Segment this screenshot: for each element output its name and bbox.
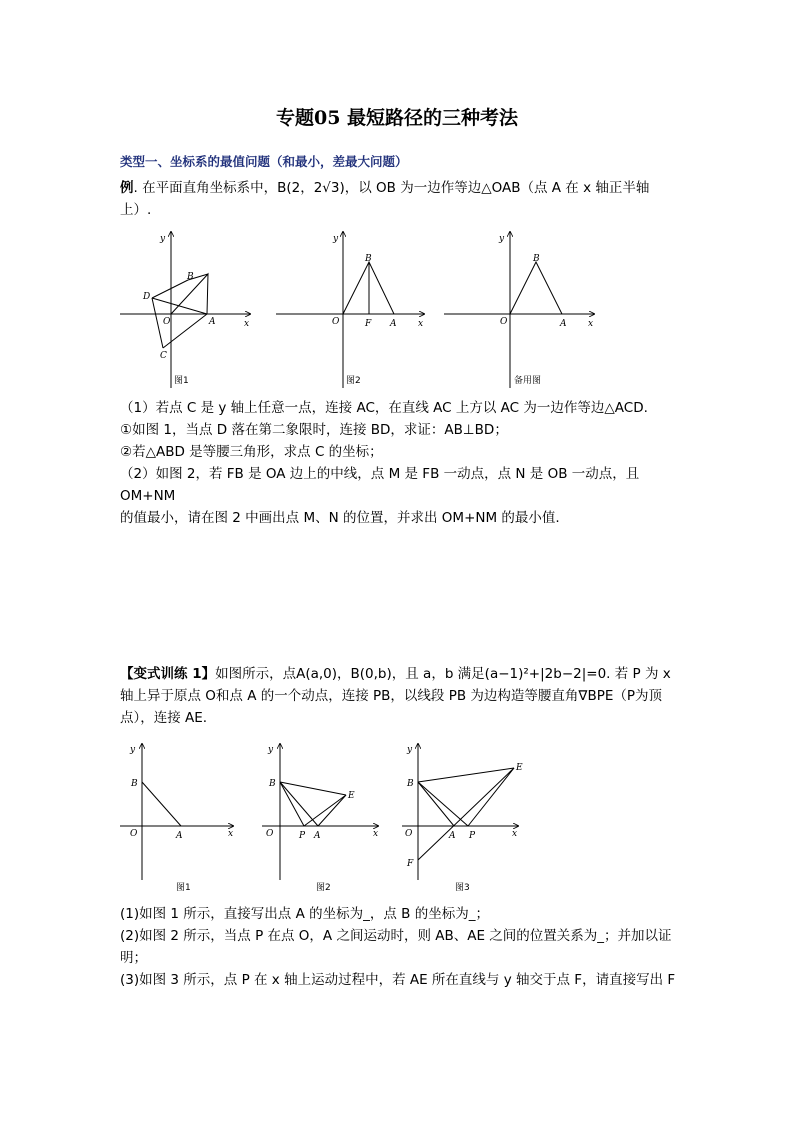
caption-spare: 备用图 — [514, 376, 542, 386]
variant-figure-1 — [120, 744, 233, 880]
v2-label-E: E — [348, 791, 355, 801]
variant-label: 【变式训练 1】 — [120, 666, 216, 682]
f2-label-y: y — [333, 234, 339, 244]
v3-label-x: x — [512, 829, 518, 839]
f1-label-O: O — [163, 317, 171, 327]
v3-label-O: O — [405, 829, 413, 839]
variant-question-3: (3)如图 3 所示，点 P 在 x 轴上运动过程中，若 AE 所在直线与 y 轴交于点 F，请直接写出 F — [120, 972, 676, 988]
v3-label-y: y — [407, 745, 413, 755]
v3-label-F: F — [407, 859, 414, 869]
question-1-2: ②若△ABD 是等腰三角形，求点 C 的坐标； — [120, 444, 383, 460]
f2-label-A: A — [390, 319, 397, 329]
questions-block-1 — [120, 397, 690, 529]
f3-label-B: B — [533, 254, 540, 264]
v1-label-A: A — [176, 831, 183, 841]
v3-label-B: B — [407, 779, 414, 789]
v2-label-x: x — [373, 829, 379, 839]
f1-label-A: A — [209, 317, 216, 327]
f2-label-F: F — [365, 319, 372, 329]
variant-question-2-cont: 明； — [120, 950, 147, 966]
f1-label-B: B — [187, 272, 194, 282]
v2-label-O: O — [266, 829, 274, 839]
f1-label-x: x — [244, 319, 250, 329]
v1-label-B: B — [131, 779, 138, 789]
v3-label-A: A — [449, 831, 456, 841]
v1-label-x: x — [228, 829, 234, 839]
question-2: （2）如图 2，若 FB 是 OA 边上的中线，点 M 是 FB 一动点，点 N 是 OB 一动点，且 OM+NM — [120, 466, 640, 504]
example-lead: 例 — [120, 180, 134, 196]
v2-label-y: y — [268, 745, 274, 755]
caption-v-fig2: 图2 — [316, 883, 331, 893]
question-2-cont: 的值最小，请在图 2 中画出点 M、N 的位置，并求出 OM+NM 的最小值. — [120, 510, 560, 526]
variant-figure-3 — [402, 744, 518, 880]
caption-fig1: 图1 — [174, 376, 189, 386]
page-title: 专题05 最短路径的三种考法 — [275, 107, 519, 129]
variant-question-1: (1)如图 1 所示，直接写出点 A 的坐标为_，点 B 的坐标为_； — [120, 906, 489, 922]
f3-label-x: x — [588, 319, 594, 329]
figure-1-example — [120, 232, 250, 388]
question-1-1: ①如图 1，当点 D 落在第二象限时，连接 BD，求证：AB⊥BD； — [120, 422, 508, 438]
f1-label-y: y — [160, 234, 166, 244]
example-statement — [120, 177, 680, 221]
example-line-2: 上）. — [120, 202, 152, 218]
figure-spare-example — [444, 232, 594, 388]
v3-label-E: E — [516, 763, 523, 773]
caption-v-fig1: 图1 — [176, 883, 191, 893]
variant-line-1: 如图所示，点A(a,0)，B(0,b)，且 a，b 满足(a−1)²+|2b−2|=0. 若 P 为 x — [215, 666, 671, 682]
variant-statement — [120, 663, 690, 729]
f2-label-x: x — [418, 319, 424, 329]
v2-label-P: P — [299, 831, 306, 841]
question-1: （1）若点 C 是 y 轴上任意一点，连接 AC，在直线 AC 上方以 AC 为一边作等边△ACD. — [120, 400, 648, 416]
variant-line-3: 点），连接 AE. — [120, 710, 208, 726]
v2-label-A: A — [314, 831, 321, 841]
v3-label-P: P — [469, 831, 476, 841]
section-heading: 类型一、坐标系的最值问题（和最小，差最大问题） — [120, 154, 408, 169]
f2-label-B: B — [365, 254, 372, 264]
v1-label-O: O — [130, 829, 138, 839]
v1-label-y: y — [130, 745, 136, 755]
caption-fig2: 图2 — [346, 376, 361, 386]
variant-line-2: 轴上异于原点 O和点 A 的一个动点，连接 PB，以线段 PB 为边构造等腰直角∇BPE（P为顶 — [120, 688, 663, 704]
f1-label-C: C — [160, 351, 167, 361]
variant-question-2: (2)如图 2 所示，当点 P 在点 O，A 之间运动时，则 AB、AE 之间的位置关系为_；并加以证 — [120, 928, 672, 944]
f2-label-O: O — [332, 317, 340, 327]
example-line-1: . 在平面直角坐标系中，B(2，2√3)，以 OB 为一边作等边△OAB（点 A 在 x 轴正半轴 — [133, 180, 650, 196]
variant-figure-2 — [262, 744, 378, 880]
figure-row-2 — [118, 740, 528, 895]
v2-label-B: B — [269, 779, 276, 789]
f3-label-O: O — [500, 317, 508, 327]
f1-label-D: D — [143, 292, 151, 302]
f3-label-y: y — [499, 234, 505, 244]
caption-v-fig3: 图3 — [455, 883, 470, 893]
questions-block-2 — [120, 903, 690, 991]
f3-label-A: A — [560, 319, 567, 329]
figure-row-1 — [118, 228, 608, 393]
figure-2-example — [276, 232, 424, 388]
